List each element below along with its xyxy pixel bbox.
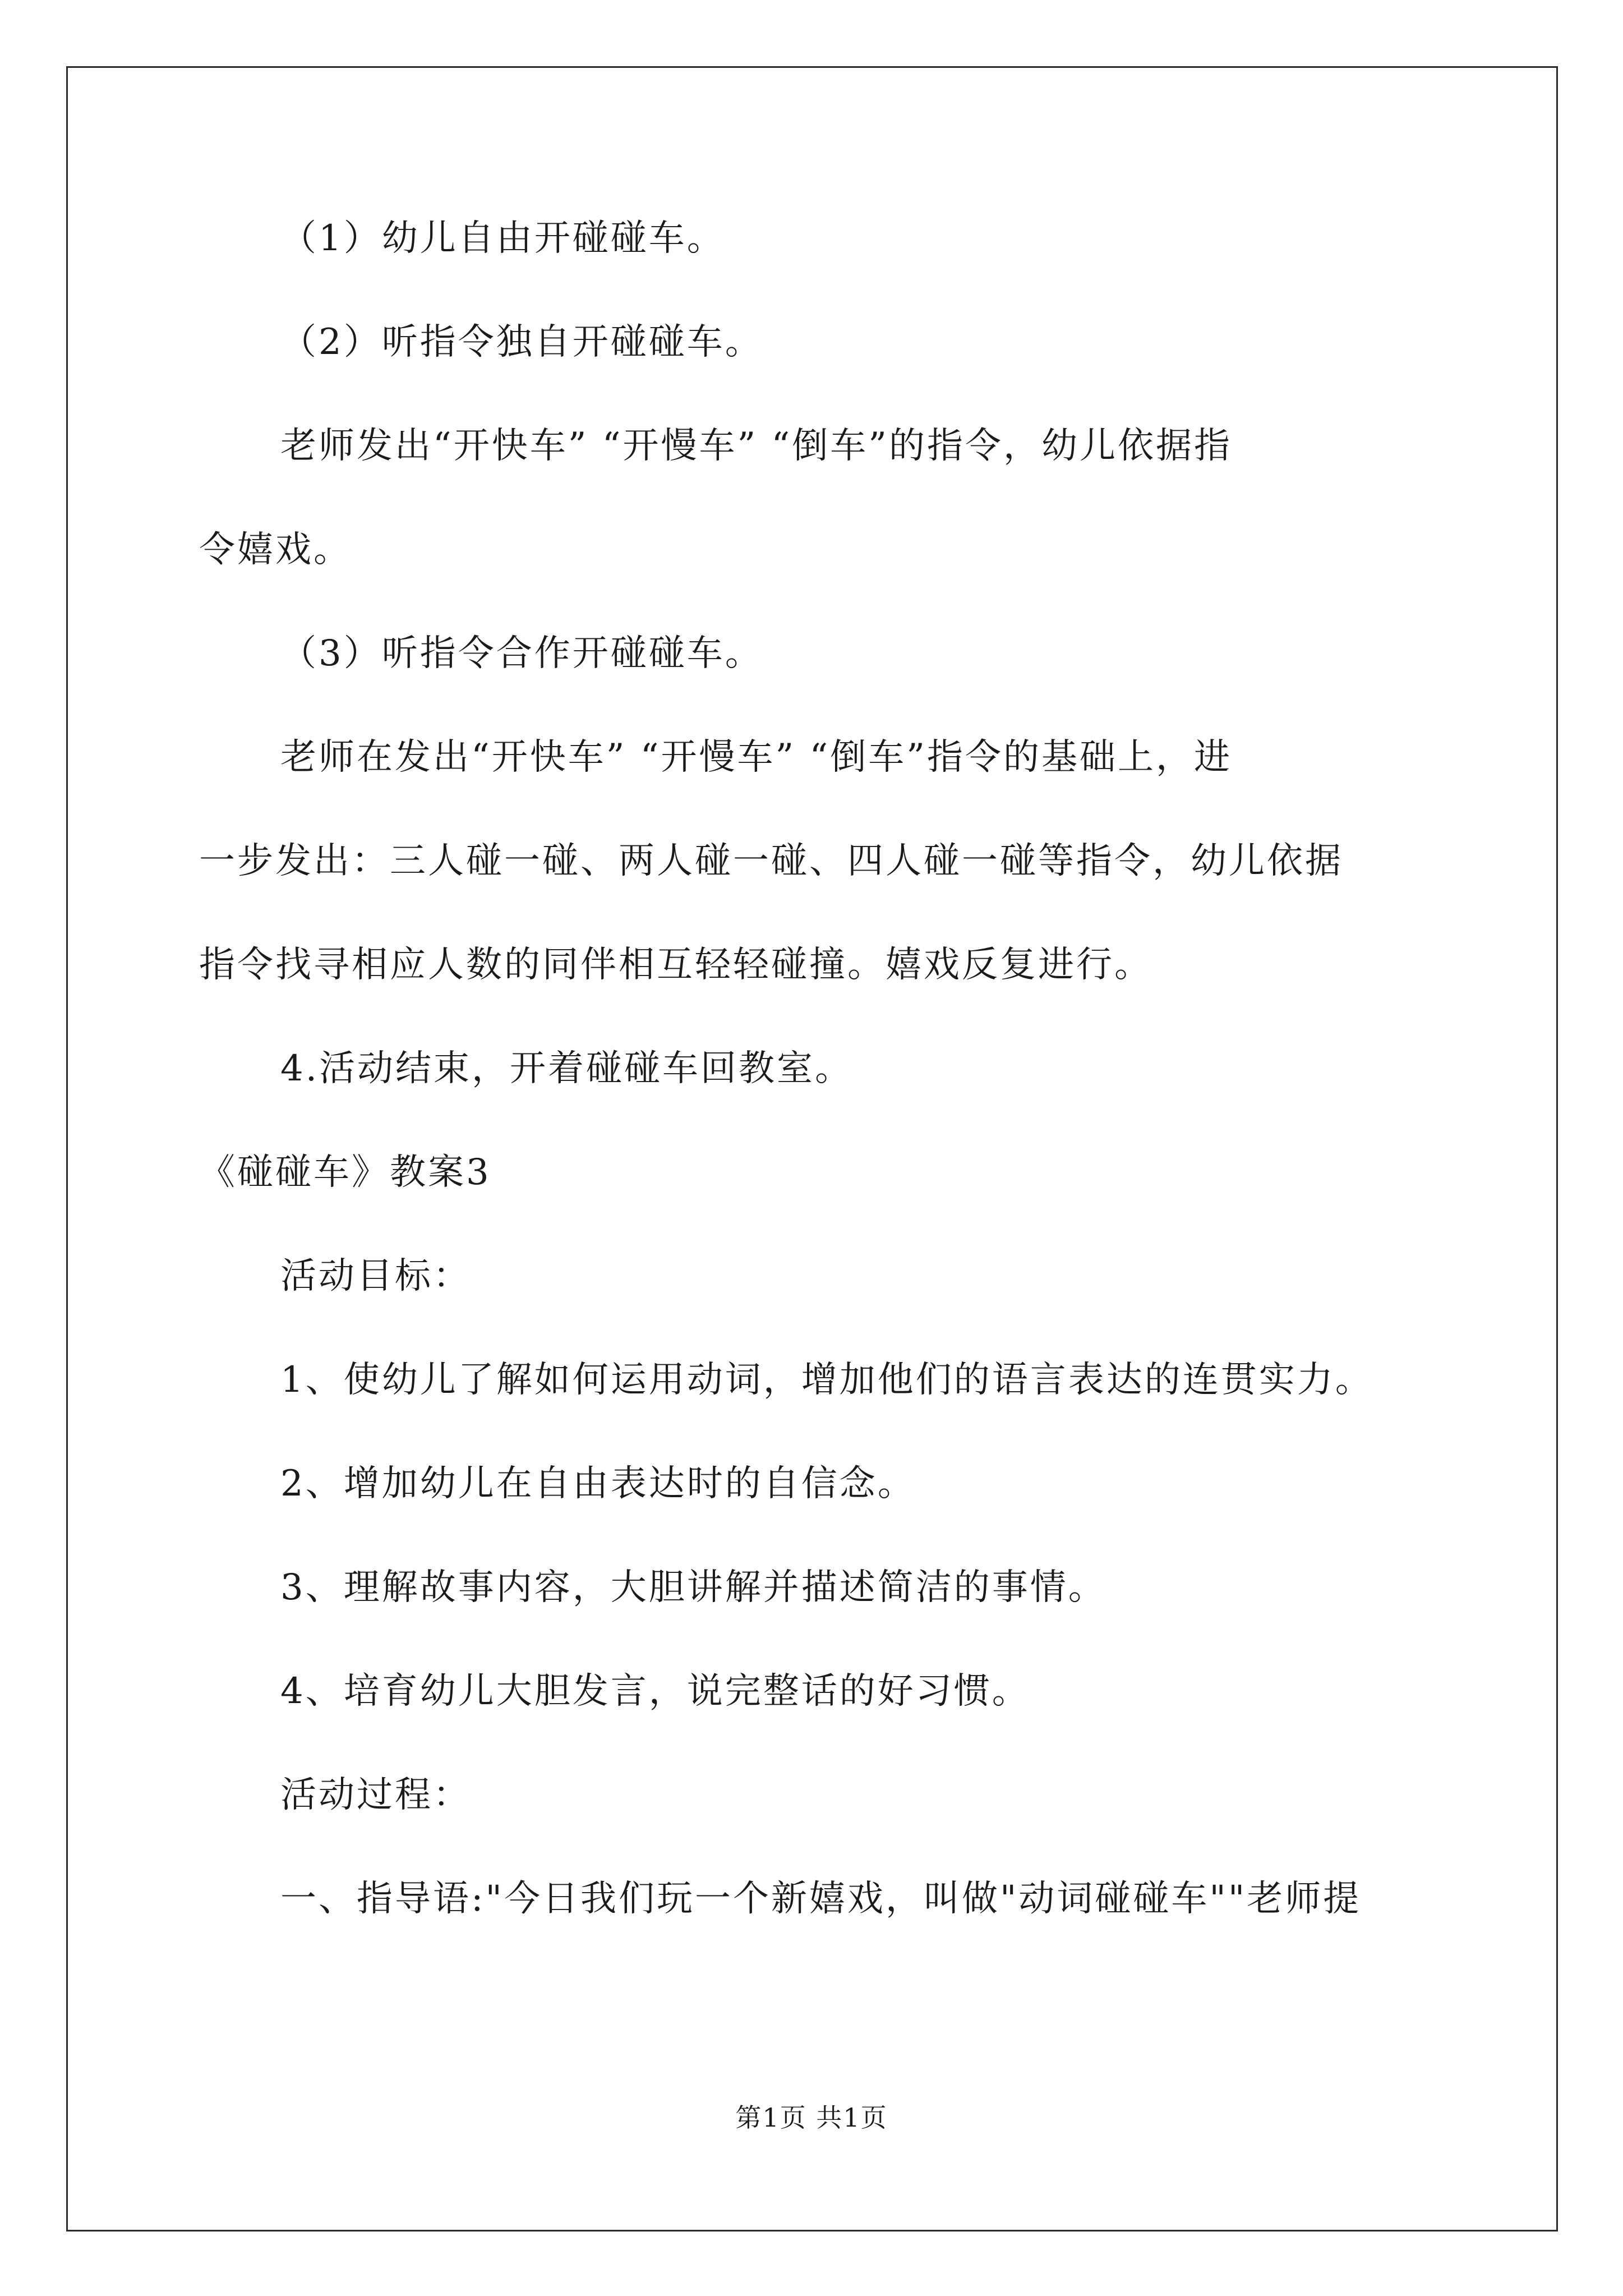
paragraph-line: 2、增加幼儿在自由表达时的自信念。 bbox=[280, 1463, 916, 1504]
paragraph-line: 活动过程： bbox=[280, 1774, 471, 1816]
paragraph-line: 老师发出“开快车” “开慢车” “倒车”的指令，幼儿依据指 bbox=[280, 425, 1232, 467]
paragraph-line: 活动目标： bbox=[280, 1255, 471, 1297]
paragraph-line: 4、培育幼儿大胆发言，说完整话的好习惯。 bbox=[280, 1671, 1030, 1712]
paragraph-line: （3）听指令合作开碰碰车。 bbox=[280, 633, 763, 674]
paragraph-line: 1、使幼儿了解如何运用动词，增加他们的语言表达的连贯实力。 bbox=[280, 1359, 1373, 1401]
page-footer: 第1页 共1页 bbox=[735, 2102, 888, 2133]
paragraph-line: 指令找寻相应人数的同伴相互轻轻碰撞。嬉戏反复进行。 bbox=[199, 944, 1152, 986]
paragraph-line: （1）幼儿自由开碰碰车。 bbox=[280, 218, 725, 259]
paragraph-line: 3、理解故事内容，大胆讲解并描述简洁的事情。 bbox=[280, 1567, 1106, 1608]
paragraph-line: 令嬉戏。 bbox=[199, 529, 352, 570]
paragraph-line: （2）听指令独自开碰碰车。 bbox=[280, 321, 763, 363]
section-heading: 《碰碰车》教案3 bbox=[199, 1152, 491, 1193]
paragraph-line: 一、指导语:"今日我们玩一个新嬉戏，叫做"动词碰碰车""老师提 bbox=[280, 1878, 1362, 1920]
paragraph-line: 4.活动结束，开着碰碰车回教室。 bbox=[280, 1048, 854, 1089]
paragraph-line: 老师在发出“开快车” “开慢车” “倒车”指令的基础上，进 bbox=[280, 737, 1232, 778]
paragraph-line: 一步发出：三人碰一碰、两人碰一碰、四人碰一碰等指令，幼儿依据 bbox=[199, 840, 1343, 882]
